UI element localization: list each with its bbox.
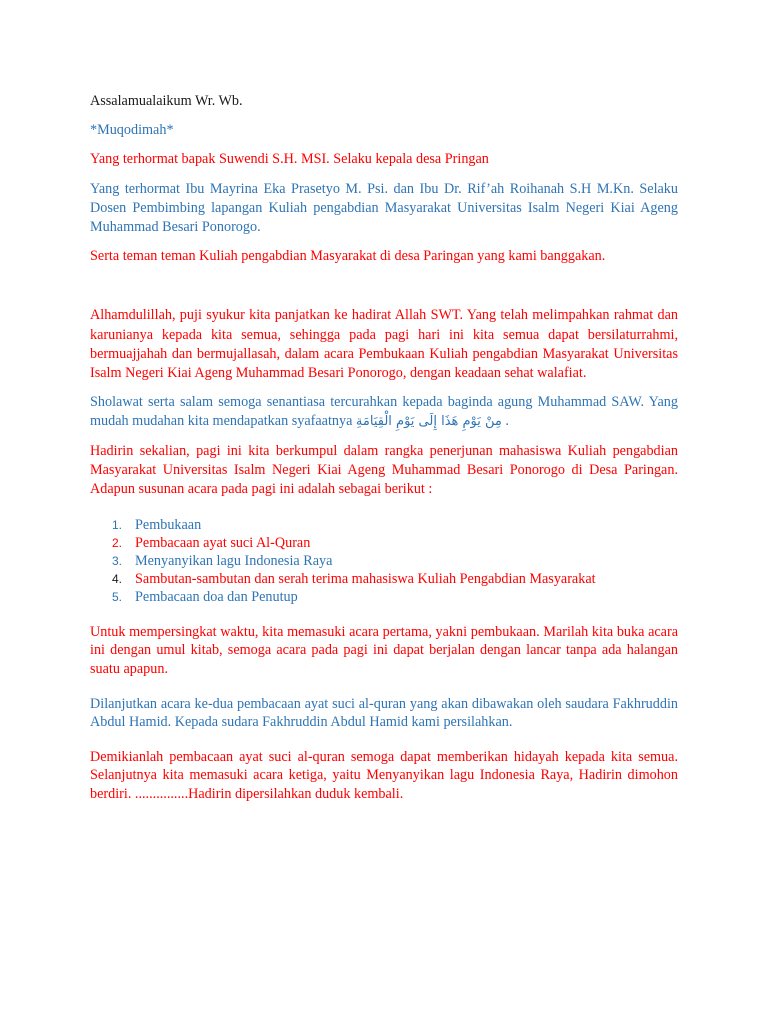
- sholawat-end: .: [501, 413, 509, 430]
- greeting: Assalamualaikum Wr. Wb.: [90, 93, 243, 109]
- agenda-item-number: 5.: [112, 590, 123, 605]
- agenda-item-number: 4.: [112, 572, 123, 587]
- sholawat-paragraph: [90, 393, 678, 431]
- honorific-paragraph-1: Yang terhormat bapak Suwendi S.H. MSI. Selaku kepala desa Pringan: [90, 151, 489, 168]
- honorific-paragraph-3: Serta teman teman Kuliah pengabdian Masyarakat di desa Paringan yang kami banggakan.: [90, 248, 606, 265]
- honorific-paragraph-2: Yang terhormat Ibu Mayrina Eka Prasetyo M. Psi. dan Ibu Dr. Rif’ah Roihanah S.H M.Kn. Selaku Dosen Pembimbing lapangan Kuliah pengabdian Masyarakat Universitas Isalm Negeri Kiai Ageng Muhammad Besari Ponorogo.: [90, 180, 678, 236]
- agenda-item-number: 2.: [112, 536, 123, 551]
- opening-paragraph: Untuk mempersingkat waktu, kita memasuki acara pertama, yakni pembukaan. Marilah kita buka acara ini dengan umul kitab, semoga acara pada pagi ini dapat berjalan dengan lancar tanpa ada halangan suatu apapun.: [90, 624, 678, 677]
- agenda-item: [112, 534, 678, 552]
- agenda-item: [112, 570, 678, 588]
- document-body: [90, 92, 678, 803]
- agenda-item-text: Menyanyikan lagu Indonesia Raya: [135, 553, 333, 570]
- muqodimah-heading: *Muqodimah*: [90, 122, 174, 139]
- agenda-item: [112, 588, 678, 606]
- hadirin-paragraph: Hadirin sekalian, pagi ini kita berkumpul dalam rangka penerjunan mahasiswa Kuliah pengabdian Masyarakat Universitas Isalm Negeri Kiai Ageng Muhammad Besari Ponorogo di Desa Paringan. Adapun susunan acara pada pagi ini adalah sebagai berikut :: [90, 442, 678, 498]
- alhamdulillah-paragraph: Alhamdulillah, puji syukur kita panjatkan ke hadirat Allah SWT. Yang telah melimpahkan rahmat dan karunianya kepada kita semua, sehingga pada pagi hari ini kita semua dapat bersilaturrahmi, bermuajjahah dan bermujallasah, dalam acara Pembukaan Kuliah pengabdian Masyarakat Universitas Isalm Negeri Kiai Ageng Muhammad Besari Ponorogo, dengan keadaan sehat walafiat.: [90, 307, 678, 382]
- agenda-item-text: Pembacaan ayat suci Al-Quran: [135, 535, 311, 552]
- arabic-phrase: مِنْ يَوْمِ هَذَا إِلَى يَوْمِ الْقِيَامَةِ: [355, 414, 502, 430]
- sholawat-text: Sholawat serta salam semoga senantiasa tercurahkan kepada baginda agung Muhammad SAW. Yang mudah mudahan kita mendapatkan syafaatnya: [90, 394, 678, 430]
- agenda-item-text: Pembukaan: [135, 517, 202, 534]
- agenda-item-number: 1.: [112, 518, 123, 533]
- quran-reading-paragraph: Dilanjutkan acara ke-dua pembacaan ayat suci al-quran yang akan dibawakan oleh saudara Fakhruddin Abdul Hamid. Kepada sudara Fakhruddin Abdul Hamid kami persilahkan.: [90, 695, 678, 731]
- closing-paragraph: Demikianlah pembacaan ayat suci al-quran semoga dapat memberikan hidayah kepada kita semua. Selanjutnya kita memasuki acara ketiga, yaitu Menyanyikan lagu Indonesia Raya, Hadirin dimohon berdiri. ...............Hadirin dipersilahkan duduk kembali.: [90, 749, 678, 802]
- agenda-item-text: Sambutan-sambutan dan serah terima mahasiswa Kuliah Pengabdian Masyarakat: [135, 571, 596, 588]
- agenda-item: [112, 516, 678, 534]
- agenda-list: [90, 516, 678, 606]
- agenda-item-number: 3.: [112, 554, 123, 569]
- agenda-item-text: Pembacaan doa dan Penutup: [135, 589, 298, 606]
- agenda-item: [112, 552, 678, 570]
